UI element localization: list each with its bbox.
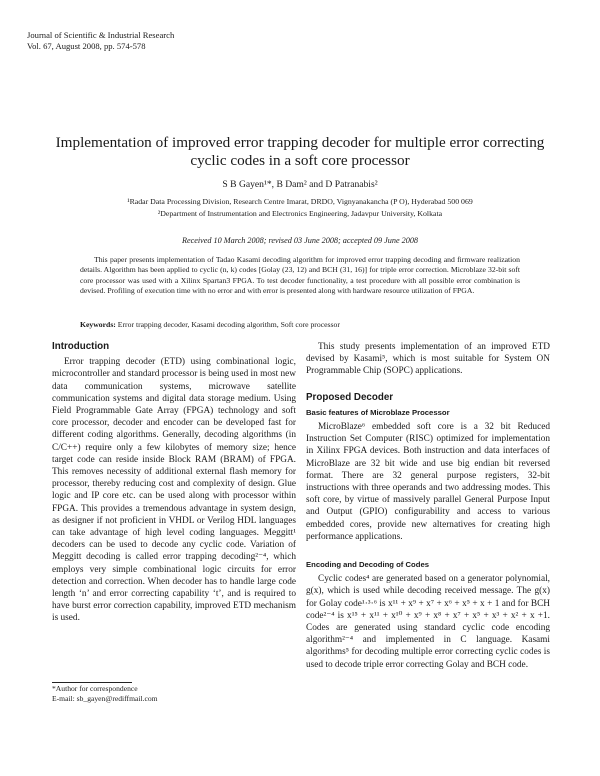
footnote-corresponding: *Author for correspondence: [52, 684, 138, 693]
journal-name: Journal of Scientific & Industrial Research: [27, 30, 175, 40]
abstract: This paper presents implementation of Tadao Kasami decoding algorithm for improved error trapping decoding and firmware realization details. Algorithm has been applied to cyclic (n, k) codes [Golay (23, 12) and BCH (31, 16)] for triple error correction. Microblaze 32-bit soft core processor was used with a Xilinx Spartan3 FPGA. To test decoder functionality, a test procedure with all possible error combination is devised. Profiling of execution time with no error and with error is presented along with hardware resource utilization of FPGA.: [80, 255, 520, 296]
footnote-email: E-mail: sb_gayen@rediffmail.com: [52, 694, 158, 703]
encoding-subheading: Encoding and Decoding of Codes: [306, 560, 429, 570]
author-list: S B Gayen¹*, B Dam² and D Patranabis²: [222, 179, 378, 190]
introduction-body: Error trapping decoder (ETD) using combinational logic, microcontroller and standard processor is being used in most new data communication systems, microwave satellite communication systems and digital data storage medium. Using Field Programmable Gate Array (FPGA) technology and soft core processor, decoder and encoder can be developed fast for different coding algorithms. Generally, decoding algorithms (in C/C++) require only a few kilobytes of memory size; hence target code can reside inside Block RAM (BRAM) of FPGA. This removes necessity of additional external flash memory for processor, thereby reducing cost and complexity of design. Glue logic and IP core etc. can be used along with processor within FPGA. This provides a tremendous advantage in system design, as designer if not proficient in VHDL or Verilog HDL languages can take advantage of high level coding languages. Meggitt¹ decoders can be used to decode any cyclic code. Variation of Meggitt decoding is called error trapping decoding²⁻⁴, which employs very simple combinational logic circuits for error detection and correction. When decoder has to handle large code length ‘n’ and error correcting capability ‘t’, and is required to have burst error correction capability, improved ETD mechanism is used.: [52, 357, 296, 624]
right-intro-paragraph: This study presents implementation of an improved ETD devised by Kasami⁵, which is most suitable for System ON Programmable Chip (SOPC) applications.: [306, 342, 550, 377]
encoding-body: Cyclic codes⁴ are generated based on a generator polynomial, g(x), which is used while decoding received message. The g(x) for Golay code¹·³·⁶ is x¹¹ + x⁹ + x⁷ + x⁶ + x⁵ + x + 1 and for BCH code²⁻⁴ is x¹⁵ + x¹¹ + x¹⁰ + x⁹ + x⁸ + x⁷ + x⁵ + x³ + x² + x +1. Codes are generated using standard cyclic code encoding algorithm²⁻⁴ and implemented in C language. Kasami algorithms⁵ for decoding multiple error correcting cyclic codes is used to decode triple error correcting Golay and BCH code.: [306, 574, 550, 670]
keywords: [80, 320, 520, 329]
keywords-text: Error trapping decoder, Kasami decoding algorithm, Soft core processor: [117, 320, 340, 329]
affiliation-2: ²Department of Instrumentation and Electronics Engineering, Jadavpur University, Kolkata: [157, 209, 443, 218]
introduction-heading: Introduction: [52, 341, 110, 352]
paper-title: Implementation of improved error trapping decoder for multiple error correcting cyclic codes in a soft core processor: [55, 134, 545, 169]
microblaze-body: MicroBlaze⁶ embedded soft core is a 32 bit Reduced Instruction Set Computer (RISC) optimized for implementation in Xilinx FPGA devices. Both instruction and data interfaces of MicroBlaze are 32 bit wide and use big endian bit reversed format. There are 32 general purpose registers, 32-bit instructions with three operands and two addressing modes. This soft core, by virtue of massively parallel General Purpose Input and Output (GPIO) configurability and access to various embedded cores, provide new alternatives for creating high performance applications.: [306, 422, 550, 542]
left-column: [52, 341, 296, 625]
received-dates: Received 10 March 2008; revised 03 June 2008; accepted 09 June 2008: [181, 236, 419, 245]
proposed-decoder-heading: Proposed Decoder: [306, 391, 394, 403]
section-gap: [306, 543, 550, 559]
journal-header: [27, 30, 174, 52]
footnotes: [52, 681, 192, 704]
right-column: [306, 341, 550, 671]
affiliation-1: ¹Radar Data Processing Division, Research Centre Imarat, DRDO, Vignyanakancha (P O), Hyderabad 500 069: [127, 197, 473, 206]
microblaze-subheading: Basic features of Microblaze Processor: [306, 407, 450, 417]
keywords-label: Keywords:: [80, 320, 116, 329]
affiliations: [40, 196, 560, 220]
journal-volume: Vol. 67, August 2008, pp. 574-578: [27, 41, 146, 51]
